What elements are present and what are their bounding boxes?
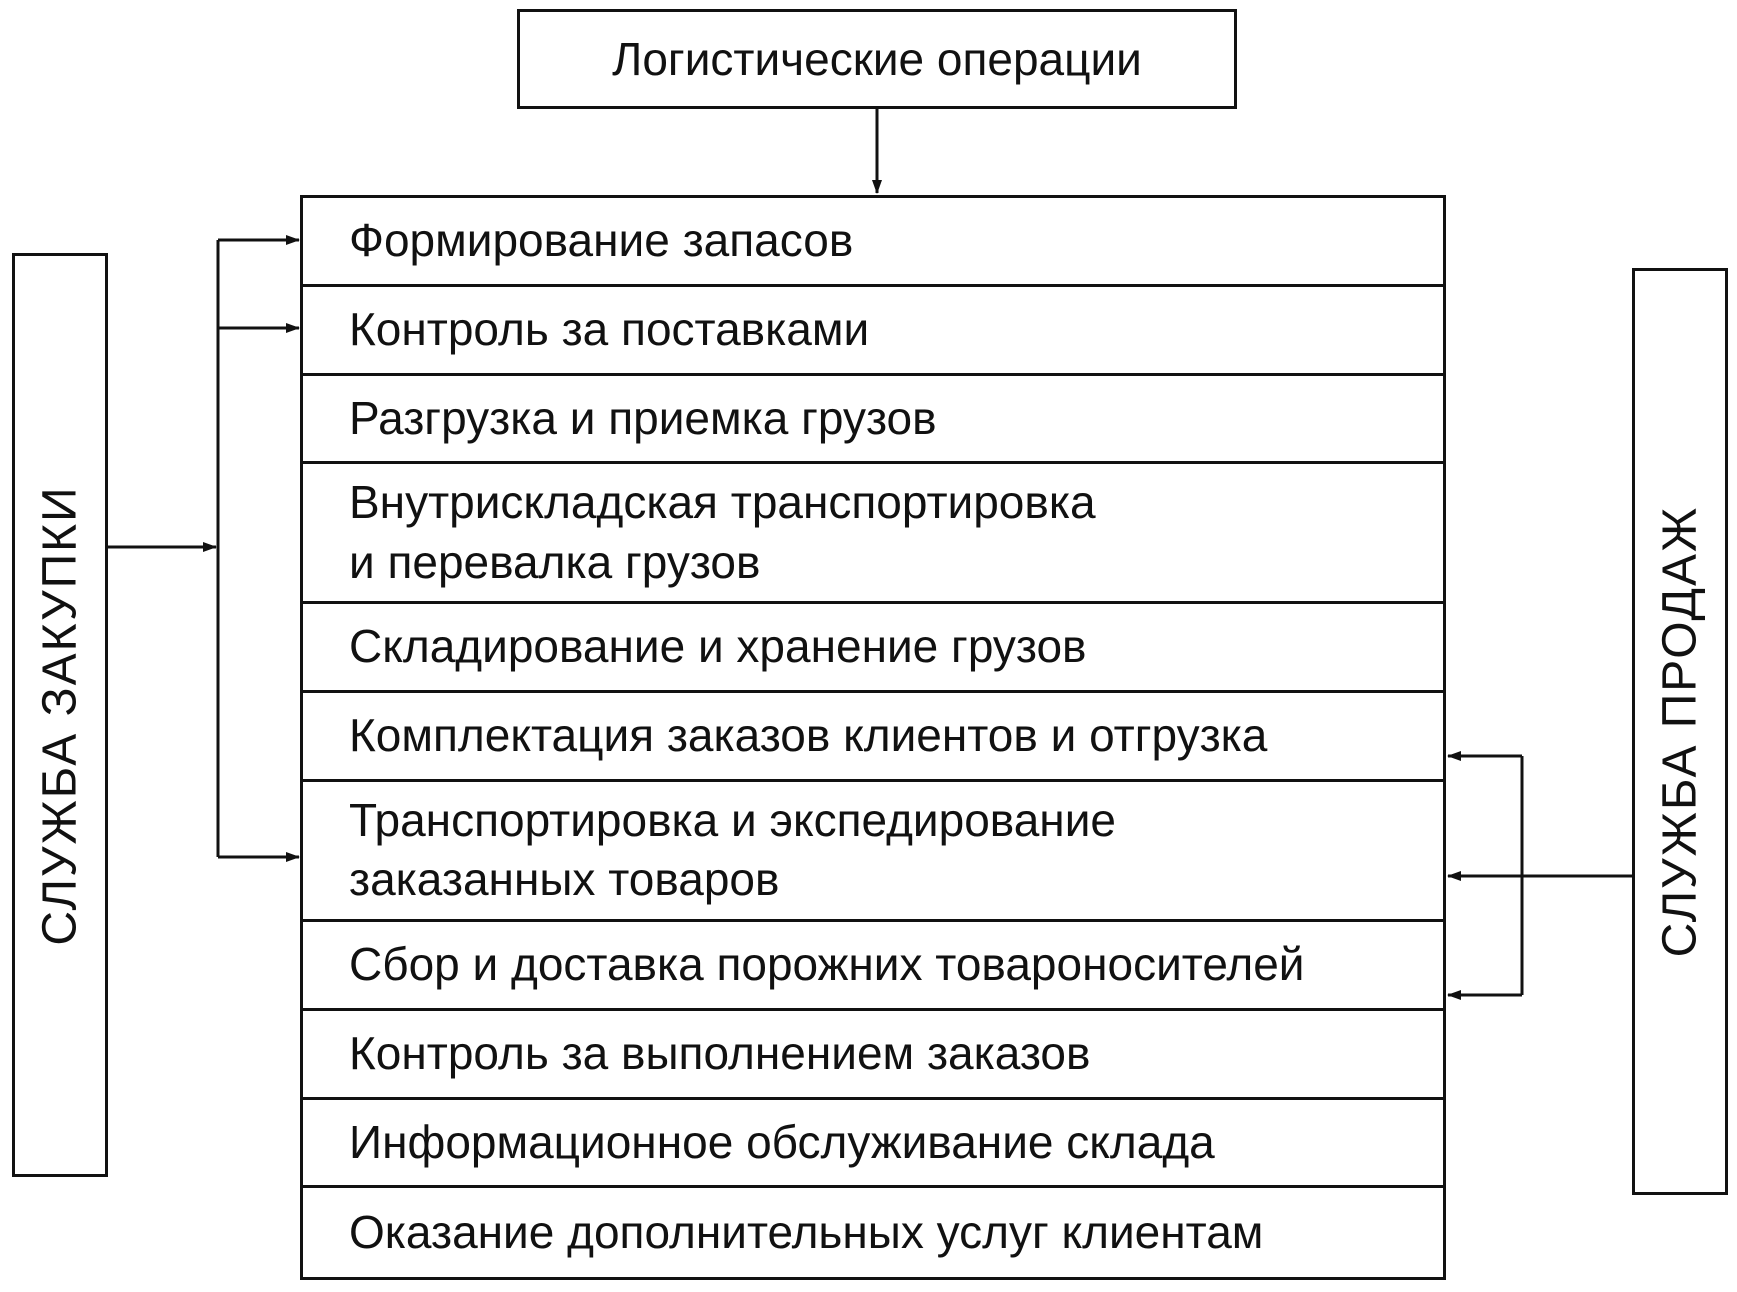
- operation-row-order-picking: Комплектация заказов клиентов и отгрузка: [303, 693, 1443, 782]
- sales-service-box: [1632, 268, 1728, 1195]
- operation-row-storage: Складирование и хранение грузов: [303, 604, 1443, 693]
- operation-row-order-control: Контроль за выполнением заказов: [303, 1011, 1443, 1100]
- purchasing-service-box: [12, 253, 108, 1177]
- operation-row-stock-formation: Формирование запасов: [303, 198, 1443, 287]
- operations-table: [300, 195, 1446, 1280]
- operation-row-internal-transport: Внутрискладская транспортировка и перевалка грузов: [303, 464, 1443, 604]
- operation-row-info-service: Информационное обслуживание склада: [303, 1100, 1443, 1189]
- operation-row-empty-carriers: Сбор и доставка порожних товароносителей: [303, 922, 1443, 1011]
- purchasing-service-label: СЛУЖБА ЗАКУПКИ: [33, 484, 87, 946]
- operation-row-delivery-control: Контроль за поставками: [303, 287, 1443, 376]
- operation-row-unloading: Разгрузка и приемка грузов: [303, 376, 1443, 465]
- sales-service-label: СЛУЖБА ПРОДАЖ: [1653, 505, 1707, 958]
- operation-row-extra-services: Оказание дополнительных услуг клиентам: [349, 1205, 1264, 1258]
- operation-row-transport-expedition: Транспортировка и экспедирование заказанных товаров: [303, 782, 1443, 922]
- diagram-title: Логистические операции: [612, 33, 1142, 85]
- title-box: [517, 9, 1237, 109]
